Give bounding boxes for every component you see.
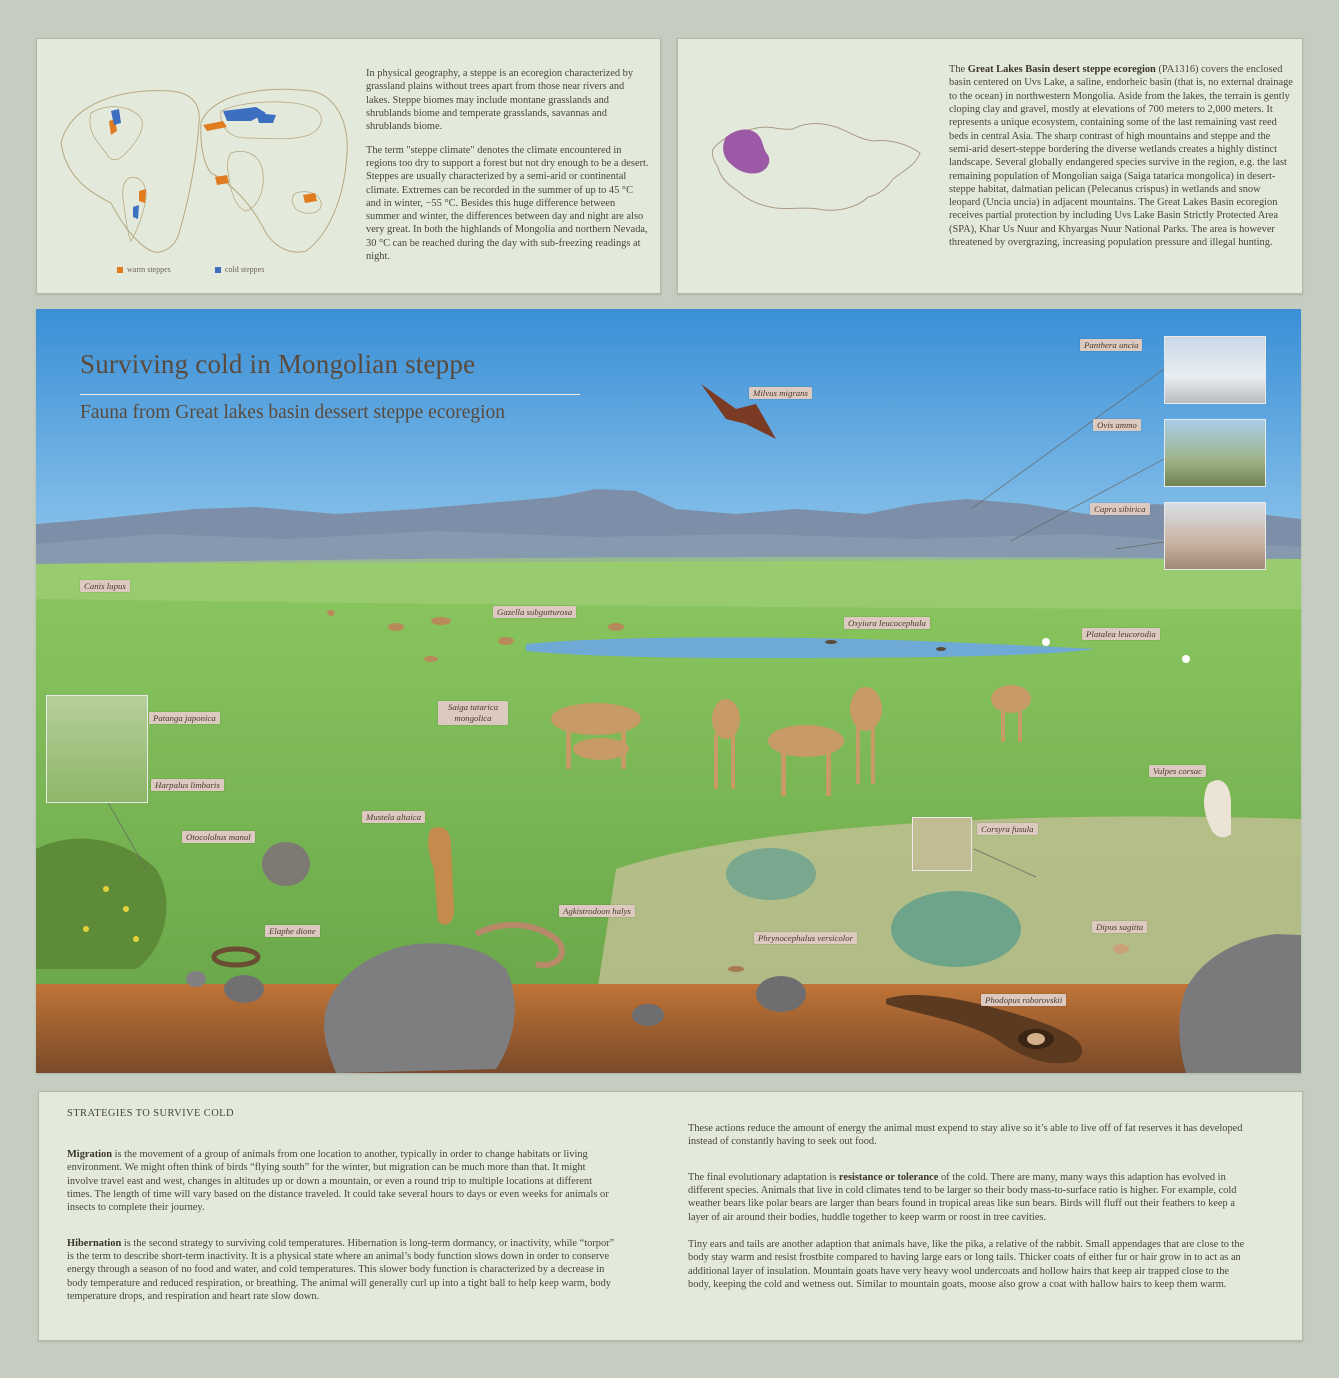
ovis-ammo-photo — [1164, 419, 1266, 487]
label-saiga-tatarica: Saiga tatarica mongolica — [438, 701, 508, 725]
migration-paragraph — [67, 1148, 617, 1215]
label-elaphe-dione: Elaphe dione — [265, 925, 320, 937]
mongolia-map — [708, 109, 928, 219]
great-lakes-panel — [677, 38, 1303, 294]
steppe-illustration — [36, 309, 1301, 1073]
legend-warm-steppes — [117, 265, 171, 274]
legend-cold-label: cold steppes — [225, 265, 265, 274]
gl-ecoregion-name: Great Lakes Basin desert steppe ecoregion — [967, 64, 1156, 75]
label-canis-lupus: Canis lupus — [80, 580, 130, 592]
label-oxyura-leucocephala: Oxyiura leucocephala — [844, 617, 930, 629]
strategies-heading: STRATEGIES TO SURVIVE COLD — [67, 1108, 234, 1119]
label-patanga-japonica: Patanga japonica — [149, 712, 220, 724]
label-harpalus-limbaris: Harpalus limbaris — [151, 779, 224, 791]
insect-inset — [46, 695, 148, 803]
resistance-intro: The final evolutionary adaptation is — [688, 1171, 839, 1183]
migration-title: Migration — [67, 1149, 113, 1160]
label-phrynocephalus-versicolor: Phrynocephalus versicolor — [754, 932, 857, 944]
hibernation-paragraph — [67, 1237, 617, 1304]
label-dipus-sagitta: Dipus sagitta — [1092, 921, 1147, 933]
steppe-info-panel — [36, 38, 661, 294]
strategies-left-column — [67, 1148, 617, 1313]
strategies-panel — [38, 1091, 1303, 1341]
label-ovis-ammo: Ovis ammo — [1093, 419, 1141, 431]
strategies-right-column — [688, 1122, 1253, 1301]
world-steppe-map — [51, 83, 351, 259]
resistance-title: resistance or tolerance — [838, 1171, 939, 1183]
illustration-subtitle: Fauna from Great lakes basin dessert steppe ecoregion — [80, 402, 506, 423]
label-panthera-uncia: Panthera uncia — [1080, 339, 1142, 351]
hibernation-title: Hibernation — [67, 1237, 122, 1249]
gl-body: (PA1316) covers the enclosed basin centered on Uvs Lake, a saline, endorheic basin (that is, no external drainage to the ocean) in northwestern Mongolia. Aside from the lakes, the terrain is gently cloping clay and gravel, mostly at elevations of 700 meters to 2,000 meters. It represents a unique ecosystem, containing some of the last remaining vast reed beds in central Asia. The sharp contrast of high mountains and steppe and the semi-arid desert-steppe bordering the diverse wetlands creates a highly distinct landscape. Several globally endangered species survive in the region, e.g. the last remaining population of Mongolian saiga (Saiga tatarica mongolica) in desert-steppe habitat, dalmatian pelican (Pelecanus crispus) in wetlands and snow leopard (Uncia uncia) in adjacent mountains. The Great Lakes Basin ecoregion receives partial protection by including Uvs Lake Basin Strictly Protected Area (SPA), Khar Us Nuur and Khyargas Nuur National Parks. The area is however threatened by overgrazing, increasing population pressure and illegal hunting. — [949, 64, 1293, 249]
great-lakes-description — [949, 63, 1293, 249]
title-divider — [80, 394, 580, 395]
cold-swatch — [215, 267, 221, 273]
resistance-text: of the cold. There are many, many ways this adaption has evolved in different species. Animals that live in cold climates tend to be larger so their body mass-to-surface ratio is higher. For example, cold weather bears like polar bears are larger than bears found in tropical areas like sun bears. Birds will fluff out their feathers to keep a layer of air around their bodies, huddle together to keep warm or roost in tree cavities. — [688, 1171, 1237, 1223]
label-mustela-altaica: Mustela altaica — [362, 811, 425, 823]
resistance-paragraph — [688, 1171, 1253, 1224]
label-capra-sibirica: Capra sibirica — [1090, 503, 1150, 515]
corsyra-inset — [912, 817, 972, 871]
label-milvus-migrans: Milvus migrans — [749, 387, 812, 399]
warm-swatch — [117, 267, 123, 273]
legend-warm-label: warm steppes — [127, 265, 171, 274]
energy-paragraph: These actions reduce the amount of energy the animal must expend to stay alive so it’s able to live off of fat reserves it has developed instead of constantly having to seek out food. — [688, 1123, 1243, 1148]
legend-cold-steppes — [215, 265, 264, 274]
ears-paragraph: Tiny ears and tails are another adaption that animals have, like the pika, a relative of the rabbit. Small appendages that are close to the body stay warm and resist frostbite compared to having large ears or long tails. Thicker coats of either fur or hair grow in to act as an additional layer of insulation. Mountain goats have very heavy wool undercoats and hollow hairs that keep air trapped close to the body, keeping the cold and wetness out. Similar to mountain goats, moose also grow a coat with hallow hairs to keep them warm. — [688, 1238, 1245, 1290]
label-vulpes-corsac: Vulpes corsac — [1149, 765, 1206, 777]
panthera-uncia-photo — [1164, 336, 1266, 404]
label-agkistrodon-halys: Agkistrodoon halys — [559, 905, 635, 917]
label-corsyra-fusula: Corsyra fusula — [977, 823, 1038, 835]
illustration-title: Surviving cold in Mongolian steppe — [80, 349, 476, 379]
hibernation-text: is the second strategy to surviving cold temperatures. Hibernation is long-term dormancy, or inactivity, while “torpor” is the term to describe short-term inactivity. It is a physical state where an animal’s body function slows down in order to conserve energy through a season of no food and water, and cold temperatures. This slower body function is characterized by a decrease in body temperature and reduced respiration, or breathing. The animal will generally curl up into a tight ball to help keep warm, body temperature drops, and respiration and heart rate slow down. — [67, 1237, 615, 1302]
migration-text: is the movement of a group of animals from one location to another, typically in order to change habitats or living environment. We might often think of birds “flying south” for the winter, but migration can be much more than that. It might involve travel east and west, changes in altitudes up or down a mountain, or even a round trip to multiple locations at different times. The length of time will vary based on the distance traveled. It could take several hours to days or even weeks for animals or insects to complete their journey. — [67, 1149, 609, 1214]
steppe-description — [366, 67, 649, 273]
label-otocolobus-manul: Otocolobus manul — [182, 831, 255, 843]
label-platalea-leucorodia: Platalea leucorodia — [1082, 628, 1160, 640]
steppe-paragraph-2: The term "steppe climate" denotes the climate encountered in regions too dry to support a forest but not dry enough to be a desert. Steppes are usually characterized by a semi-arid or continental climate. Extremes can be recorded in the summer of up to 45 °C and in winter, −55 °C. Besides this huge difference between summer and winter, the differences between day and night are also very great. In both the highlands of Mongolia and northern Nevada, 30 °C can be reached during the day with sub-freezing readings at night. — [366, 144, 649, 263]
gl-intro: The — [949, 64, 968, 75]
label-phodopus-roborovskii: Phodopus roborovskii — [981, 994, 1066, 1006]
capra-sibirica-photo — [1164, 502, 1266, 570]
steppe-paragraph-1: In physical geography, a steppe is an ecoregion characterized by grassland plains without trees apart from those near rivers and lakes. Steppe biomes may include montane grasslands and shrublands biome and temperate grasslands, savannas and shrublands biome. — [366, 68, 634, 133]
label-gazella-subgutturosa: Gazella subgutturosa — [493, 606, 576, 618]
